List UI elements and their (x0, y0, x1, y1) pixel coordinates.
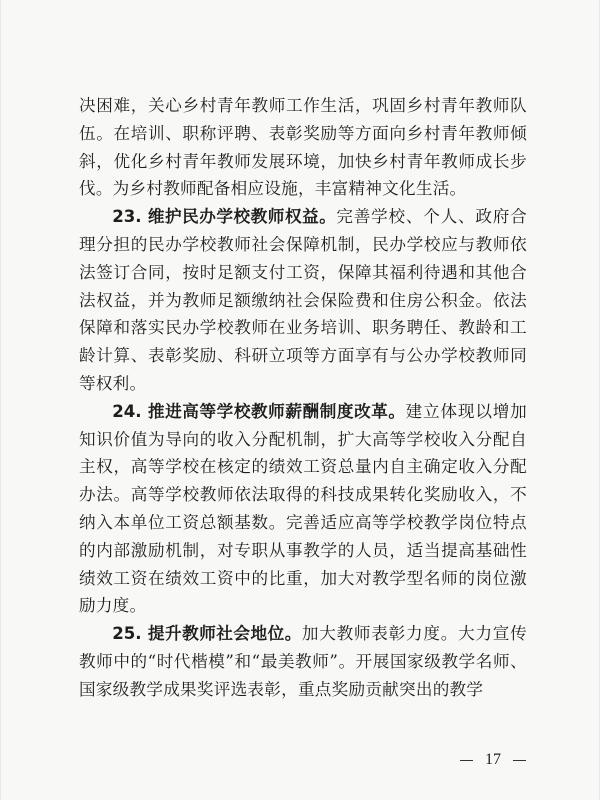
paragraph-heading: 25. 提升教师社会地位。 (112, 624, 302, 644)
paragraph-continued (79, 92, 527, 203)
paragraph-text: 决困难，关心乡村青年教师工作生活，巩固乡村青年教师队伍。在培训、职称评聘、表彰奖励等方面向乡村青年教师倾斜，优化乡村青年教师发展环境，加快乡村青年教师成长步伐。为乡村教师配备相应设施，丰富精神文化生活。 (79, 96, 527, 199)
page-number-right-dash (513, 760, 526, 761)
paragraph-text: 建立体现以增加知识价值为导向的收入分配机制，扩大高等学校收入分配自主权，高等学校在核定的绩效工资总量内自主确定收入分配办法。高等学校教师依法取得的科技成果转化奖励收入，不纳入本单位工资总额基数。完善适应高等学校教学岗位特点的内部激励机制，对专职从事教学的人员，适当提高基础性绩效工资在绩效工资中的比重，加大对教学型名师的岗位激励力度。 (79, 401, 528, 616)
paragraph-text: 完善学校、个人、政府合理分担的民办学校教师社会保障机制，民办学校应与教师依法签订合同，按时足额支付工资，保障其福利待遇和其他合法权益，并为教师足额缴纳社会保险费和住房公积金。依法保障和落实民办学校教师在业务培训、职务聘任、教龄和工龄计算、表彰奖励、科研立项等方面享有与公办学校教师同等权利。 (79, 207, 527, 393)
page-number-left-dash (460, 760, 473, 761)
page-number-value: 17 (485, 751, 501, 768)
paragraph-heading: 23. 维护民办学校教师权益。 (112, 207, 337, 227)
paragraph-text: 加大教师表彰力度。大力宣传教师中的“时代楷模”和“最美教师”。开展国家级教学名师、国家级教学成果奖评选表彰，重点奖励贡献突出的教学 (79, 624, 527, 699)
document-text (79, 92, 527, 704)
paragraph-24 (79, 398, 527, 620)
paragraph-25 (79, 620, 527, 703)
paragraph-heading: 24. 推进高等学校教师薪酬制度改革。 (112, 401, 406, 421)
page-number (453, 748, 533, 772)
paragraph-23 (79, 203, 527, 398)
